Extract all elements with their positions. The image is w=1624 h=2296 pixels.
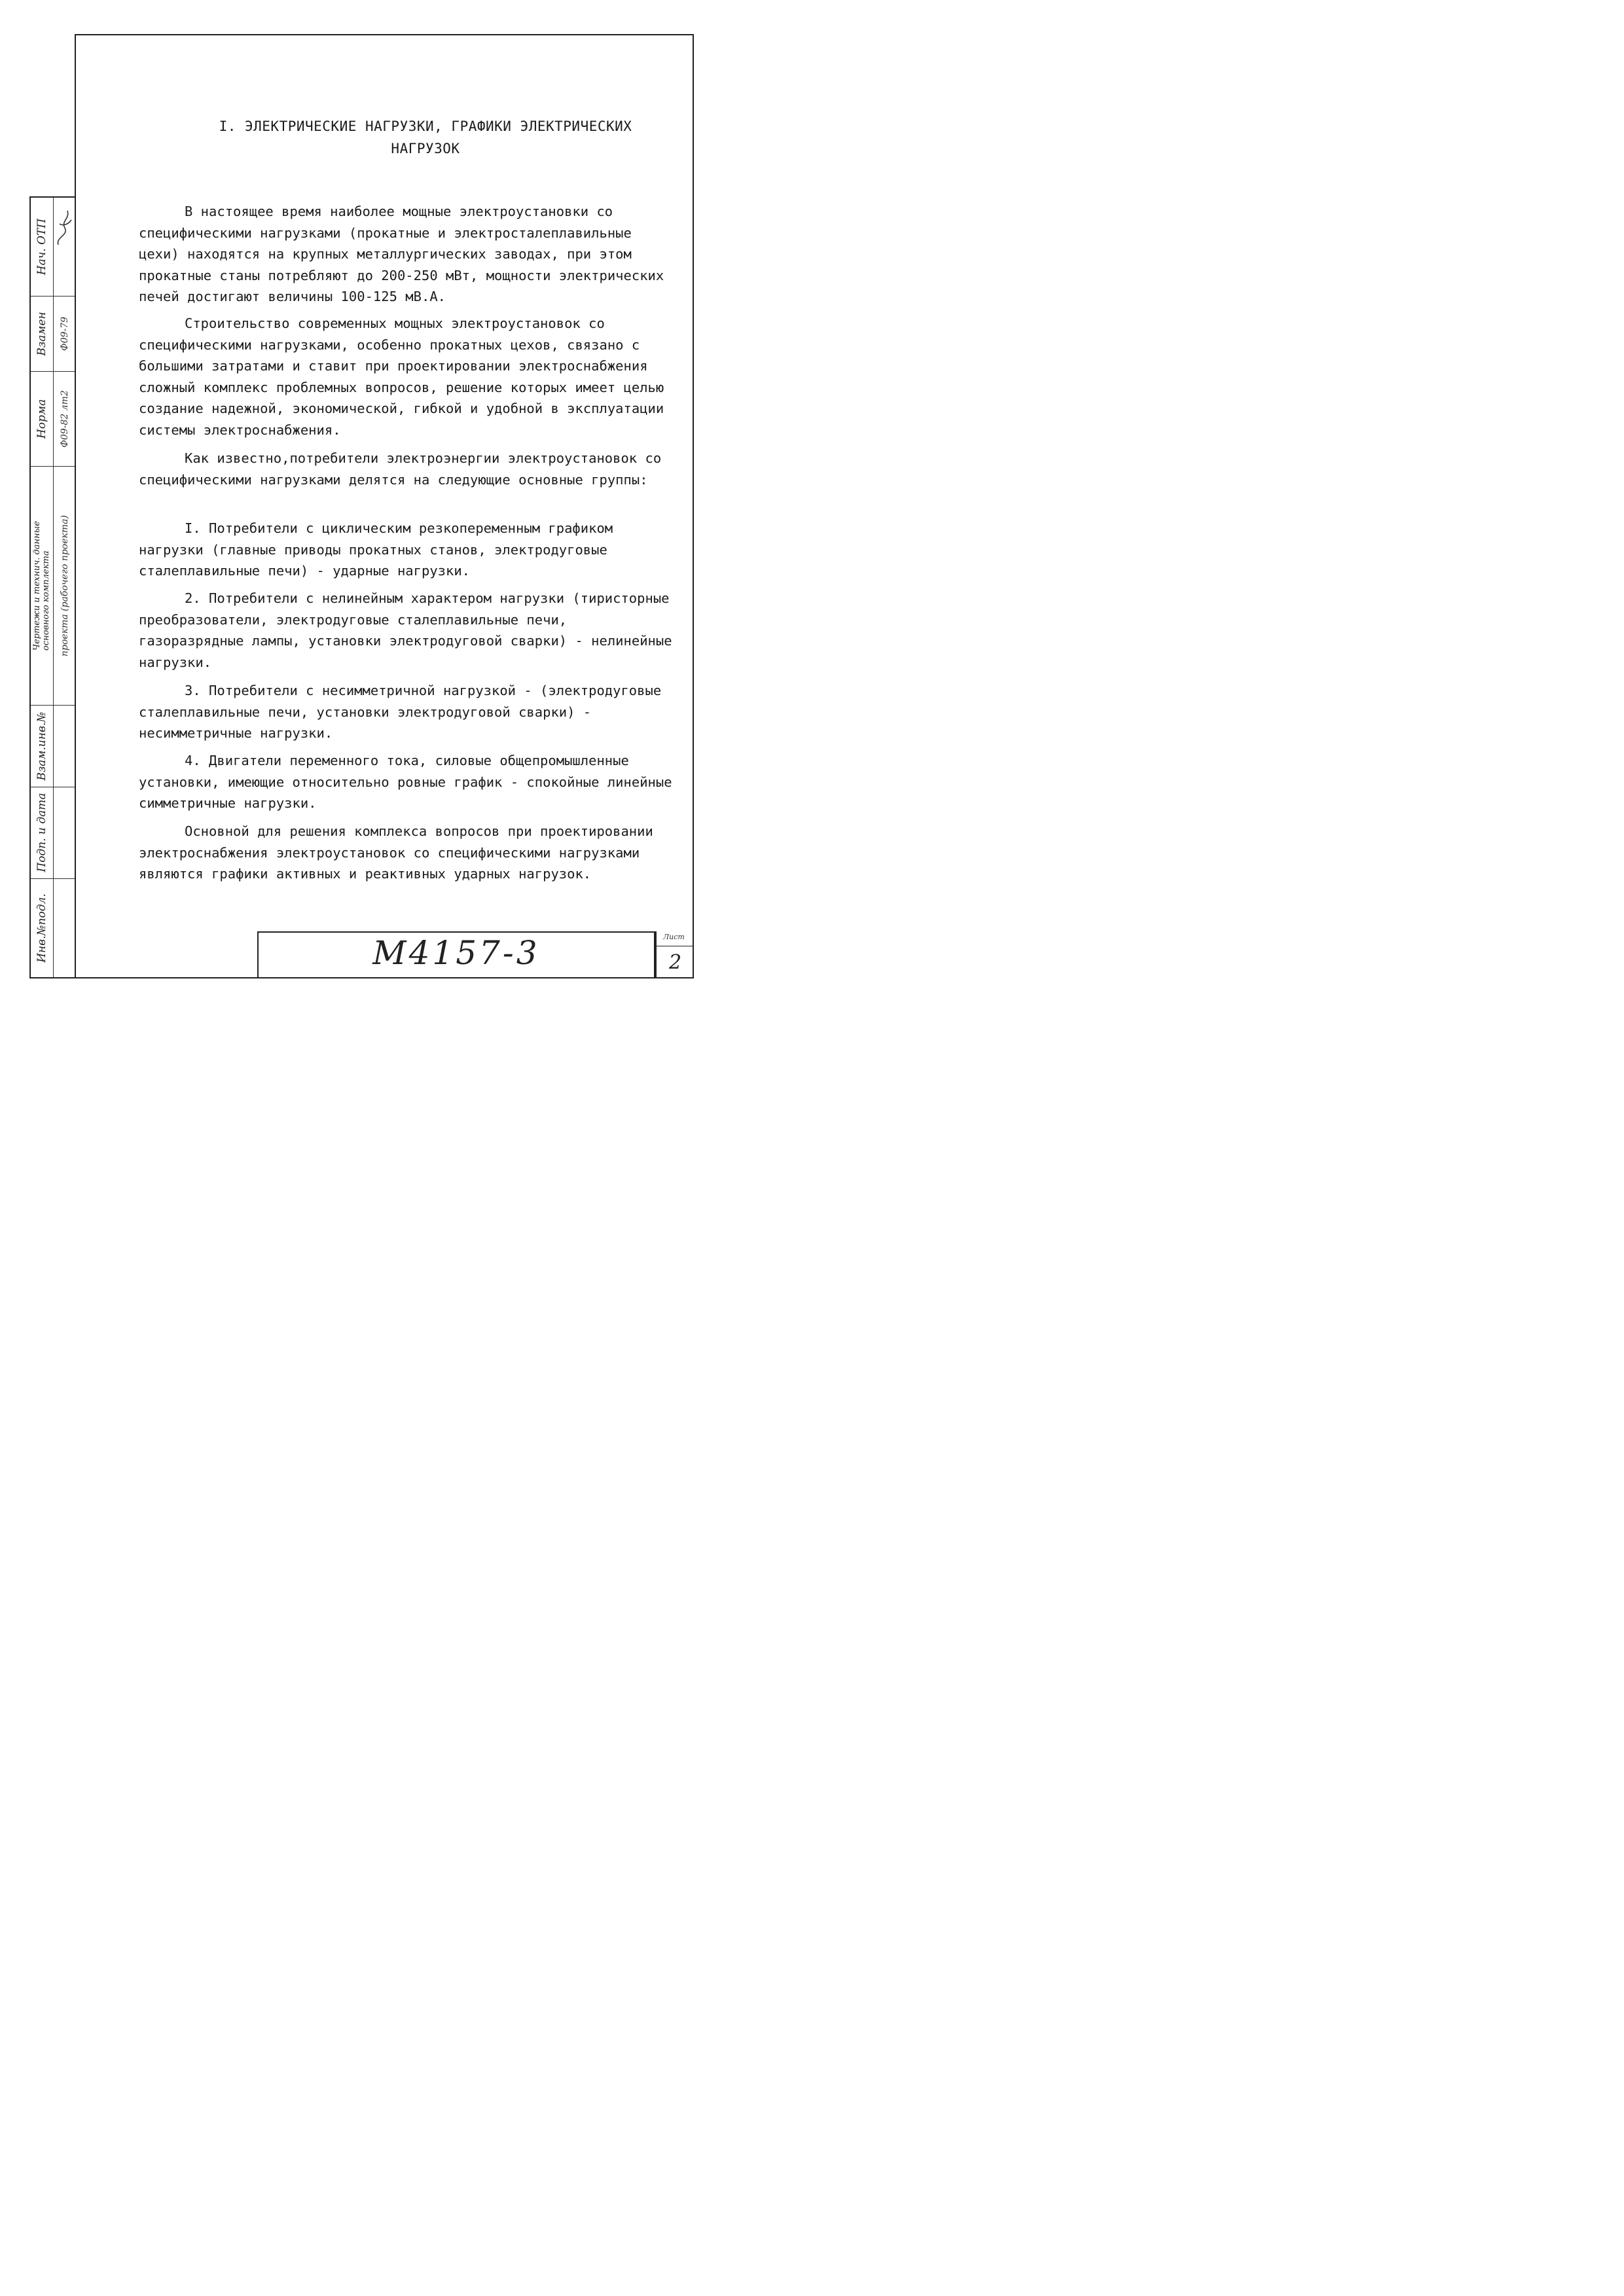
signature-icon [54, 204, 74, 250]
stamp-label-vzam-inv: Взам.инв.№ [35, 711, 48, 780]
stamp-label-drawings: Чертежи и технич. данные основного комплекта [32, 520, 51, 651]
side-stamp-column [29, 196, 75, 978]
list-item-3: 3. Потребители с несимметричной нагрузкой - (электродуговые сталеплавильные печи, установки электродуговой сварки) - несимметричные нагрузки. [139, 683, 662, 741]
paragraph-3: Как известно,потребители электроэнергии электроустановок со специфическими нагрузками делятся на следующие основные группы: [139, 450, 662, 488]
stamp-cell-podp-data [31, 787, 75, 878]
stamp-label-inv-podl: Инв.№подл. [35, 893, 48, 963]
section-title-line1: I. ЭЛЕКТРИЧЕСКИЕ НАГРУЗКИ, ГРАФИКИ ЭЛЕКТРИЧЕСКИХ [219, 118, 632, 134]
paragraph-final: Основной для решения комплекса вопросов при проектировании электроснабжения электроустановок со специфическими нагрузками являются графики активных и реактивных ударных нагрузок. [139, 823, 653, 882]
section-title [196, 115, 655, 160]
stamp-cell-vzamen [31, 296, 75, 371]
sheet-number: 2 [668, 951, 682, 974]
stamp-value-drawings: проекта (рабочего проекта) [60, 514, 70, 656]
stamp-cell-norma [31, 371, 75, 466]
list-item-1: I. Потребители с циклическим резкопеременным графиком нагрузки (главные приводы прокатных станов, электродуговые сталеплавильные печи) - ударные нагрузки. [139, 520, 613, 579]
paragraph-1: В настоящее время наиболее мощные электроустановки со специфическими нагрузками (прокатные и электросталеплавильные цехи) находятся на крупных металлургических заводах, при этом прокатные станы потребляют до 200-250 мВт, мощности электрических печей достигают величины 100-125 мВ.А. [139, 204, 664, 304]
list-item-4: 4. Двигатели переменного тока, силовые общепромышленные установки, имеющие относительно ровные график - спокойные линейные симметричные нагрузки. [139, 753, 672, 811]
doc-number: М4157-3 [372, 934, 540, 972]
stamp-value-norma: Ф09-82 лт2 [60, 389, 70, 448]
stamp-cell-vzam-inv [31, 705, 75, 787]
sheet-label: Лист [663, 933, 685, 941]
stamp-label-norma: Норма [35, 399, 48, 439]
section-title-line2: НАГРУЗОК [391, 141, 460, 156]
doc-number-box [257, 931, 655, 978]
list-item-2: 2. Потребители с нелинейным характером нагрузки (тиристорные преобразователи, электродуговые сталеплавильные печи, газоразрядные лампы, установки электродуговой сварки) - нелинейные нагрузки. [139, 590, 672, 670]
sheet-box [655, 931, 694, 978]
stamp-cell-drawings [31, 466, 75, 705]
paragraph-2: Строительство современных мощных электроустановок со специфическими нагрузками, особенно прокатных цехов, связано с большими затратами и ставит при проектировании электроснабжения сложный комплекс проблемных вопросов, решение которых имеет целью создание надежной, экономической, гибкой и удобной в эксплуатации системы электроснабжения. [139, 315, 664, 438]
stamp-label-podp-data: Подп. и дата [35, 793, 48, 872]
stamp-label-nach-otp: Нач. ОТП [35, 218, 48, 276]
stamp-value-vzamen: Ф09-79 [60, 316, 70, 351]
stamp-label-vzamen: Взамен [35, 311, 48, 356]
stamp-cell-nach-otp [31, 198, 75, 296]
stamp-cell-inv-podl [31, 878, 75, 977]
